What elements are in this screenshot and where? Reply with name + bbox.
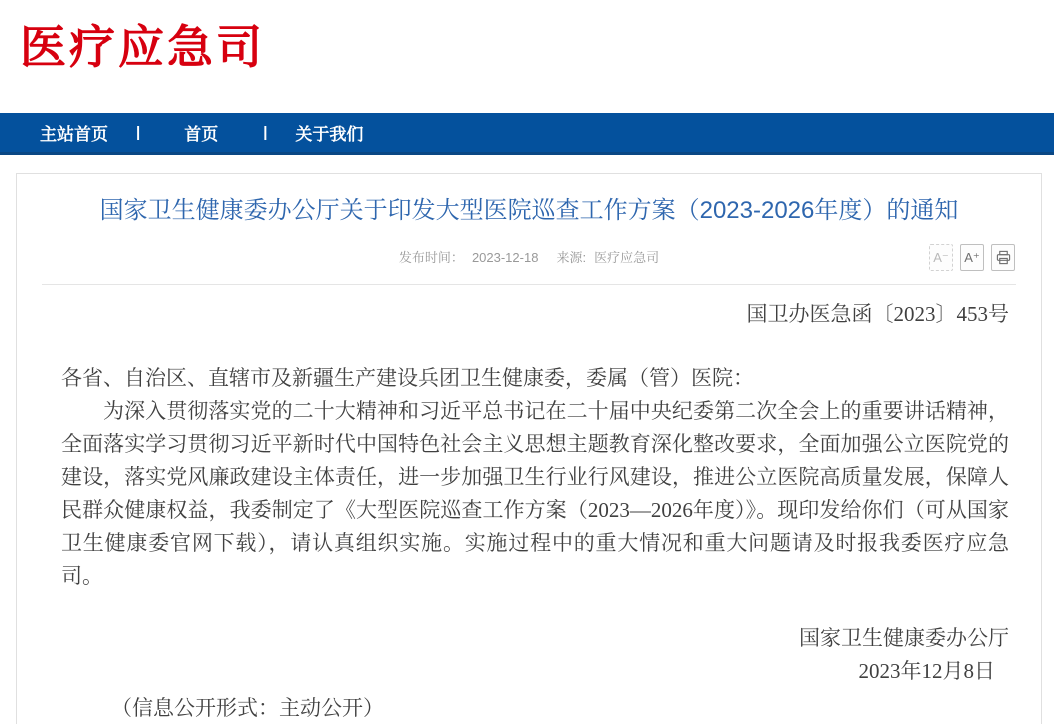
disclosure-note: （信息公开形式：主动公开）: [111, 696, 384, 720]
nav-separator: |: [136, 124, 141, 141]
font-increase-icon: A⁺: [964, 249, 980, 265]
print-button[interactable]: [991, 244, 1015, 271]
nav-item-home[interactable]: 首页: [184, 125, 219, 144]
document-body: [17, 298, 1041, 724]
site-header: [0, 0, 1054, 113]
article-meta: [17, 244, 1041, 272]
document-number: 国卫办医急函〔2023〕453号: [746, 302, 1009, 326]
font-decrease-icon: A⁻: [933, 249, 949, 265]
body-paragraph: 为深入贯彻落实党的二十大精神和习近平总书记在二十届中央纪委第二次全会上的重要讲话精神，全面落实学习贯彻习近平新时代中国特色社会主义思想主题教育深化整改要求，全面加强公立医院党的建设，落实党风廉政建设主体责任，进一步加强卫生行业行风建设，推进公立医院高质量发展，保障人民群众健康权益，我委制定了《大型医院巡查工作方案（2023—2026年度）》。现印发给你们（可从国家卫生健康委官网下载），请认真组织实施。实施过程中的重大情况和重大问题请及时报我委医疗应急司。: [61, 399, 1009, 588]
nav-bar: [0, 113, 1054, 155]
signature-org: 国家卫生健康委办公厅: [799, 626, 1009, 650]
nav-separator: |: [263, 124, 268, 141]
header-divider: [42, 284, 1016, 285]
font-decrease-button[interactable]: [929, 244, 953, 271]
article-title: 国家卫生健康委办公厅关于印发大型医院巡查工作方案（2023-2026年度）的通知: [99, 197, 959, 224]
article-container: [16, 173, 1042, 724]
source-label: 来源:: [556, 250, 587, 265]
publish-time-label: 发布时间：: [398, 250, 464, 265]
print-icon: [996, 250, 1011, 265]
source-value: 医疗应急司: [594, 250, 660, 265]
nav-item-about-us[interactable]: 关于我们: [295, 125, 364, 144]
site-title: 医疗应急司: [20, 21, 265, 73]
nav-item-main-home[interactable]: 主站首页: [40, 125, 108, 144]
article-meta-row: [17, 244, 1041, 272]
article-toolbar: [929, 244, 1015, 271]
signature-date: 2023年12月8日: [858, 659, 995, 683]
signature-block: [61, 622, 1009, 688]
salutation: 各省、自治区、直辖市及新疆生产建设兵团卫生健康委，委属（管）医院：: [61, 366, 754, 390]
font-increase-button[interactable]: [960, 244, 984, 271]
publish-time-value: 2023-12-18: [471, 250, 539, 265]
